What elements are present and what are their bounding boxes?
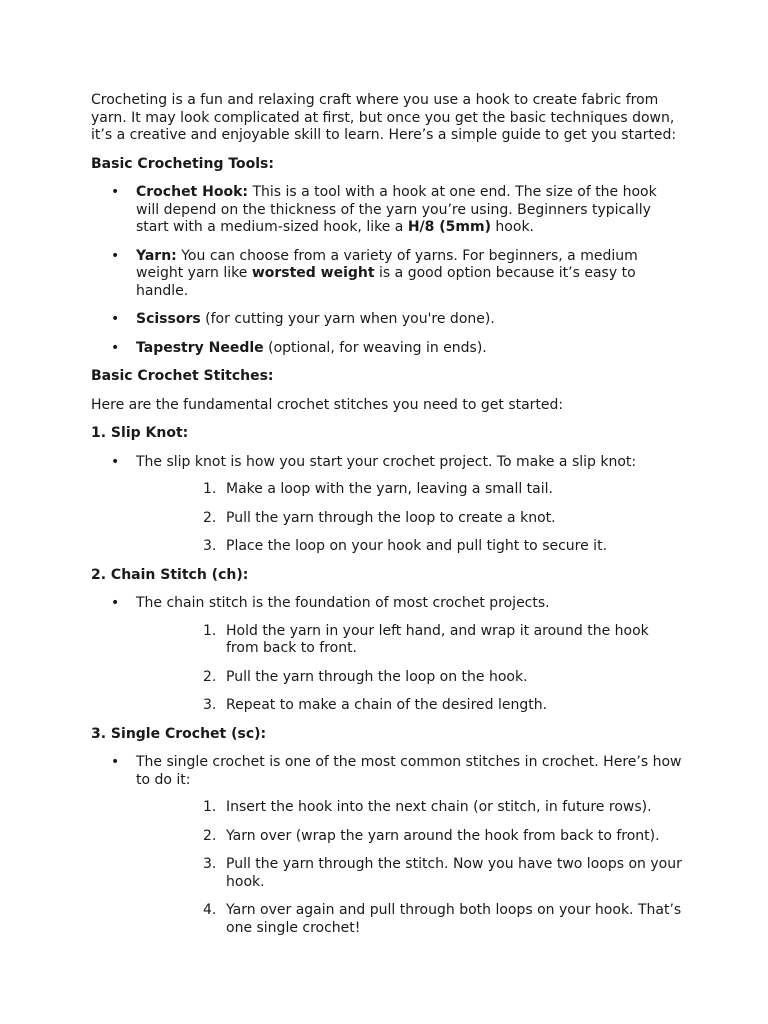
tool-term: Tapestry Needle [136, 339, 264, 356]
step-item [136, 799, 683, 817]
intro-paragraph: Crocheting is a fun and relaxing craft where you use a hook to create fabric from yarn. It may look complicated at first, but once you get the basic techniques down, it’s a creative and enjoyable skill to learn. Here’s a simple guide to get you started: [91, 92, 677, 143]
step-text: Hold the yarn in your left hand, and wrap it around the hook from back to front. [226, 622, 649, 656]
slip-knot-heading: 1. Slip Knot: [91, 425, 189, 441]
bullet-text: The chain stitch is the foundation of most crochet projects. [136, 595, 550, 611]
single-crochet-heading: 3. Single Crochet (sc): [91, 725, 267, 742]
stitches-heading: Basic Crochet Stitches: [91, 368, 274, 384]
hook-size: H/8 (5mm) [407, 219, 491, 235]
list-item [91, 311, 683, 329]
tool-text: You can choose from a variety of yarns. For beginners, a medium weight yarn like [136, 247, 638, 281]
step-number: 2. [203, 509, 217, 526]
step-item [136, 856, 683, 891]
step-text: Make a loop with the yarn, leaving a small tail. [226, 481, 553, 497]
tools-list [91, 184, 683, 357]
chain-stitch-heading: 2. Chain Stitch (ch): [91, 566, 249, 583]
step-item [136, 669, 683, 687]
step-text: Pull the yarn through the loop to create a knot. [226, 509, 556, 526]
chain-stitch-steps [136, 623, 683, 715]
step-number: 2. [203, 827, 217, 844]
step-item [136, 510, 683, 528]
step-text: Insert the hook into the next chain (or stitch, in future rows). [226, 799, 652, 815]
step-text: Repeat to make a chain of the desired length. [226, 697, 548, 713]
step-number: 1. [203, 481, 217, 497]
list-item [91, 184, 683, 237]
stitches-intro: Here are the fundamental crochet stitches you need to get started: [91, 396, 564, 413]
step-text: Yarn over again and pull through both loops on your hook. That’s one single crochet! [226, 902, 682, 936]
tools-heading: Basic Crocheting Tools: [91, 155, 274, 172]
step-number: 3. [203, 697, 217, 713]
step-item [136, 697, 683, 715]
step-number: 2. [203, 668, 217, 685]
tool-text: hook. [490, 219, 534, 235]
tool-text: (for cutting your yarn when you're done). [200, 311, 495, 327]
chain-stitch-list [91, 595, 683, 715]
document-page [91, 92, 683, 948]
step-text: Yarn over (wrap the yarn around the hook from back to front). [226, 827, 660, 844]
list-item [91, 454, 683, 556]
step-number: 3. [203, 538, 217, 554]
list-item [91, 248, 683, 301]
step-text: Pull the yarn through the stitch. Now you have two loops on your hook. [226, 856, 682, 890]
tool-text: is a good option because it’s easy to handle. [136, 265, 636, 299]
single-crochet-steps [136, 799, 683, 937]
step-item [136, 623, 683, 658]
step-item [136, 538, 683, 556]
bullet-text: The slip knot is how you start your crochet project. To make a slip knot: [136, 453, 637, 470]
list-item [91, 340, 683, 358]
slip-knot-list [91, 454, 683, 556]
tool-term: Scissors [136, 311, 201, 327]
yarn-weight: worsted weight [251, 265, 375, 281]
tool-text: This is a tool with a hook at one end. The size of the hook will depend on the thickness of the yarn you’re using. Beginners typically start with a medium-sized hook, like a [136, 184, 657, 235]
step-number: 4. [203, 902, 217, 918]
step-number: 3. [203, 856, 217, 872]
step-text: Place the loop on your hook and pull tight to secure it. [226, 538, 608, 554]
step-item [136, 481, 683, 499]
step-text: Pull the yarn through the loop on the hook. [226, 668, 528, 685]
slip-knot-steps [136, 481, 683, 556]
step-item [136, 902, 683, 937]
list-item [91, 754, 683, 937]
step-number: 1. [203, 799, 217, 815]
tool-term: Yarn: [136, 247, 177, 264]
step-item [136, 828, 683, 846]
step-number: 1. [203, 622, 217, 639]
bullet-text: The single crochet is one of the most common stitches in crochet. Here’s how to do it: [136, 754, 682, 788]
tool-term: Crochet Hook: [136, 184, 248, 200]
single-crochet-list [91, 754, 683, 937]
tool-text: (optional, for weaving in ends). [263, 339, 487, 356]
list-item [91, 595, 683, 715]
